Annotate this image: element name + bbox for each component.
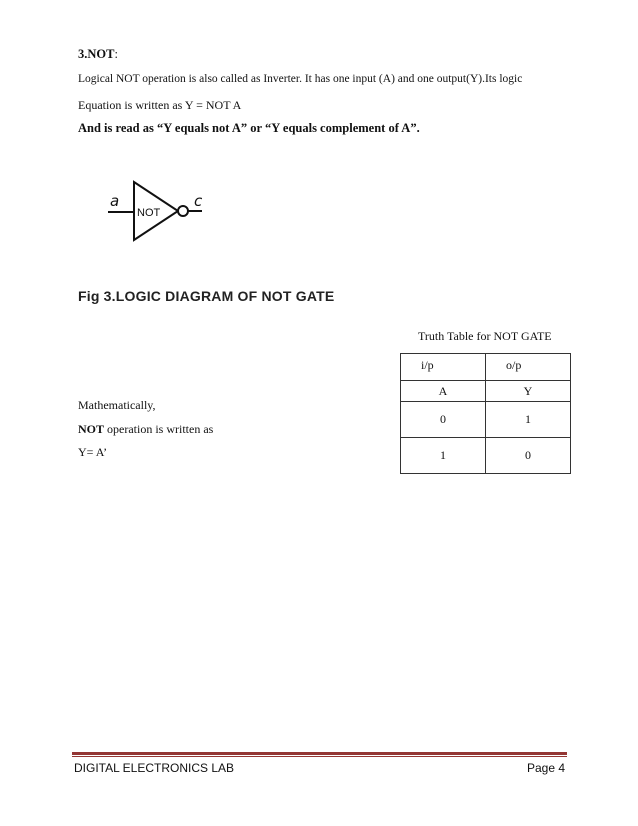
math-line-2 — [78, 422, 213, 436]
header-cell-output: o/p — [486, 354, 571, 381]
figure-caption: Fig 3.LOGIC DIAGRAM OF NOT GATE — [78, 288, 335, 304]
math-line-2-rest: operation is written as — [104, 422, 214, 436]
input-label: a — [110, 192, 120, 210]
var-cell-output: Y — [486, 381, 571, 402]
gate-label: NOT — [137, 207, 161, 219]
var-cell-input: A — [401, 381, 486, 402]
math-keyword: NOT — [78, 422, 105, 436]
section-title: 3.NOT — [78, 47, 115, 61]
math-line-1: Mathematically, — [78, 398, 156, 412]
output-label: c — [194, 192, 203, 210]
truth-table — [400, 353, 571, 474]
math-equation: Y= A’ — [78, 445, 108, 459]
header-cell-input: i/p — [401, 354, 486, 381]
description-line-2: Equation is written as Y = NOT A — [78, 98, 242, 112]
table-cell: 0 — [401, 402, 486, 438]
heading-colon: : — [114, 47, 118, 61]
footer-title: DIGITAL ELECTRONICS LAB — [74, 761, 235, 775]
footer-divider-thin — [72, 756, 567, 757]
table-cell: 1 — [401, 438, 486, 474]
section-heading — [78, 47, 118, 61]
table-row — [401, 438, 571, 474]
description-line-3: And is read as “Y equals not A” or “Y equals complement of A”. — [78, 121, 420, 135]
table-row — [401, 402, 571, 438]
table-row — [401, 381, 571, 402]
table-row — [401, 354, 571, 381]
page-number: Page 4 — [527, 761, 566, 775]
table-cell: 0 — [486, 438, 571, 474]
not-gate-diagram — [104, 178, 216, 242]
footer-divider — [72, 752, 567, 755]
truth-table-caption: Truth Table for NOT GATE — [418, 329, 552, 343]
table-cell: 1 — [486, 402, 571, 438]
description-line-1: Logical NOT operation is also called as Inverter. It has one input (A) and one output(Y).Its logic — [78, 73, 523, 85]
